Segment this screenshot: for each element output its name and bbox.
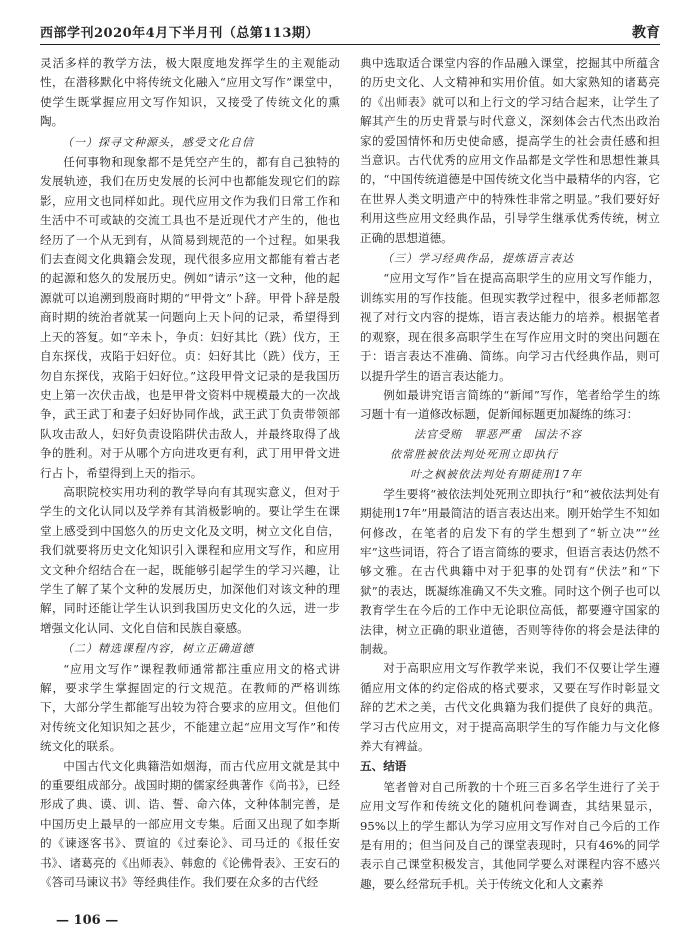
paragraph: 例如最讲究语言简练的“新闻”写作，笔者给学生的练习题十有一道修改标题，促新闻标题更加凝练的练习：: [360, 387, 660, 422]
section-label: 教育: [632, 25, 660, 41]
paragraph: 笔者曾对自己所教的十个班三百多名学生进行了关于应用文写作和传统文化的随机问卷调查，其结果显示，95%以上的学生都认为学习应用文写作对自己今后的工作是有用的；但当问及自己的课堂表现时，只有46%的同学表示自己课堂积极发言，其他同学要么对课程内容不感兴趣，要么经常玩手机。关于传统文化和人文素养: [360, 779, 660, 891]
paragraph: “应用文写作”旨在提高高职学生的应用文写作能力，训练实用的写作技能。但现实教学过程中，很多老师都忽视了对行文内容的提炼，语言表达能力的培养。根据笔者的观察，现在很多高职学生在写作应用文时的突出问题在于：语言表达不准确、简练。向学习古代经典作品，则可以提升学生的语言表达能力。: [360, 271, 660, 383]
example-headline: 依常胜被依法判处死刑立即执行: [390, 447, 558, 461]
page-number: — 106 —: [56, 913, 119, 928]
example-headline: 叶之枫被依法判处有期徒刑17年: [410, 467, 582, 481]
header-rule: [40, 44, 660, 45]
subsection-heading: （三）学习经典作品，提炼语言表达: [382, 252, 574, 266]
subsection-heading: （一）探寻文种源头，感受文化自信: [62, 135, 254, 149]
subsection-heading: （二）精选课程内容，树立正确道德: [62, 642, 254, 656]
paragraph: 任何事物和现象都不是凭空产生的，都有自己独特的发展轨迹，我们在历史发展的长河中也都能发现它们的踪影，应用文也同样如此。现代应用文作为我们日常工作和生活中不可或缺的交流工具也不是近现代才产生的，他也经历了一个从无到有，从简易到规范的一个过程。如果我们去查阅文化典籍会发现，现代很多应用文都能有着古老的起源和悠久的发展历史。例如“请示”这一文种，他的起源就可以追溯到殷商时期的“甲骨文”卜辞。甲骨卜辞是殷商时期的统治者就某一问题向上天卜问的记录，希望得到上天的答复。如“辛未卜，争贞：妇好其比（跣）伐方，王自东探伐，戎陷于妇好位。贞：妇好其比（跣）伐方，王勿自东探伐，戎陷于妇好位。”这段甲骨文记录的是我国历史上第一次伏击战，也是甲骨文资料中规模最大的一次战争，武王武丁和妻子妇好协同作战，武王武丁负责带领部队攻击敌人，妇好负责设陷阱伏击敌人，并最终取得了战争的胜利。对于从哪个方向进攻更有利，武丁用甲骨文进行占卜，希望得到上天的指示。: [40, 155, 340, 480]
paragraph: 典中选取适合课堂内容的作品融入课堂，挖掘其中所蕴含的历史文化、人文精神和实用价值。如大家熟知的诸葛亮的《出师表》就可以和上行文的学习结合起来，让学生了解其产生的历史背景与时代意义，深刻体会古代杰出政治家的爱国情怀和历史使命感，提高学生的社会责任感和担当意识。古代优秀的应用文作品都是文学性和思想性兼具的，“中国传统道德是中国传统文化当中最精华的内容，它在世界人类文明遗产中的特殊性非常之明显。”我们要好好利用这些应用文经典作品，引导学生继承优秀传统，树立正确的思想道德。: [360, 56, 660, 245]
page-header: [40, 20, 660, 46]
paragraph: 灵活多样的教学方法，极大限度地发挥学生的主观能动性，在潜移默化中将传统文化融入“应用文写作”课堂中，使学生既掌握应用文写作知识，又接受了传统文化的熏陶。: [40, 56, 340, 129]
paragraph: “应用文写作”课程教师通常都注重应用文的格式讲解，要求学生掌握固定的行文规范。在教师的严格训练下，大部分学生都能写出较为符合要求的应用文。但他们对传统文化知识知之甚少，不能建立起“应用文写作”和传统文化的联系。: [40, 661, 340, 754]
paragraph: 学生要将“被依法判处死刑立即执行”和“被依法判处有期徒刑17年”用最简洁的语言表达出来。刚开始学生不知如何修改，在笔者的启发下有的学生想到了“斩立决”“丝牢”这些词语，符合了语言简练的要求，但语言表达仍然不够文雅。在古代典籍中对于犯事的处罚有“伏法”和“下狱”的表达，既凝练准确又不失文雅。同时这个例子也可以教育学生在今后的工作中无论职位高低，都要遵守国家的法律，树立正确的职业道德，否则等待你的将会是法律的制裁。: [360, 486, 660, 656]
example-headline: 法官受贿 罪恶严重 国法不容: [414, 427, 582, 441]
right-column: [360, 54, 660, 894]
left-column: [40, 54, 340, 892]
paragraph: 对于高职应用文写作教学来说，我们不仅要让学生遵循应用文体的约定俗成的格式要求，又要在写作时彰显文辞的艺术之美，古代文化典籍为我们提供了良好的典范。学习古代应用文，对于提高高职学生的写作能力与文化修养大有裨益。: [360, 661, 660, 753]
paragraph: 中国古代文化典籍浩如烟海，而古代应用文就是其中的重要组成部分。战国时期的儒家经典著作《尚书》，已经形成了典、谟、训、诰、誓、命六体，文种体制完善，是中国历史上最早的一部应用文专集。后面又出现了如李斯的《谏逐客书》、贾谊的《过秦论》、司马迁的《报任安书》、诸葛亮的《出师表》、韩愈的《论佛骨表》、王安石的《答司马谏议书》等经典佳作。我们要在众多的古代经: [40, 758, 340, 890]
journal-masthead: 西部学刊2020年4月下半月刊（总第113期）: [40, 26, 319, 41]
paragraph: 高职院校实用功利的教学导向有其现实意义，但对于学生的文化认同以及学养有其消极影响的。要让学生在课堂上感受到中国悠久的历史文化及文明，树立文化自信，我们就要将历史文化知识引入课程和应用文写作，和应用文文种介绍结合在一起，既能够引起学生的学习兴趣，让学生了解了某个文种的发展历史，加深他们对该文种的理解，同时还能让学生认识到我国历史文化的久远，进一步增强文化认同、文化自信和民族自豪感。: [40, 484, 340, 635]
section-heading: 五、结语: [360, 759, 407, 774]
